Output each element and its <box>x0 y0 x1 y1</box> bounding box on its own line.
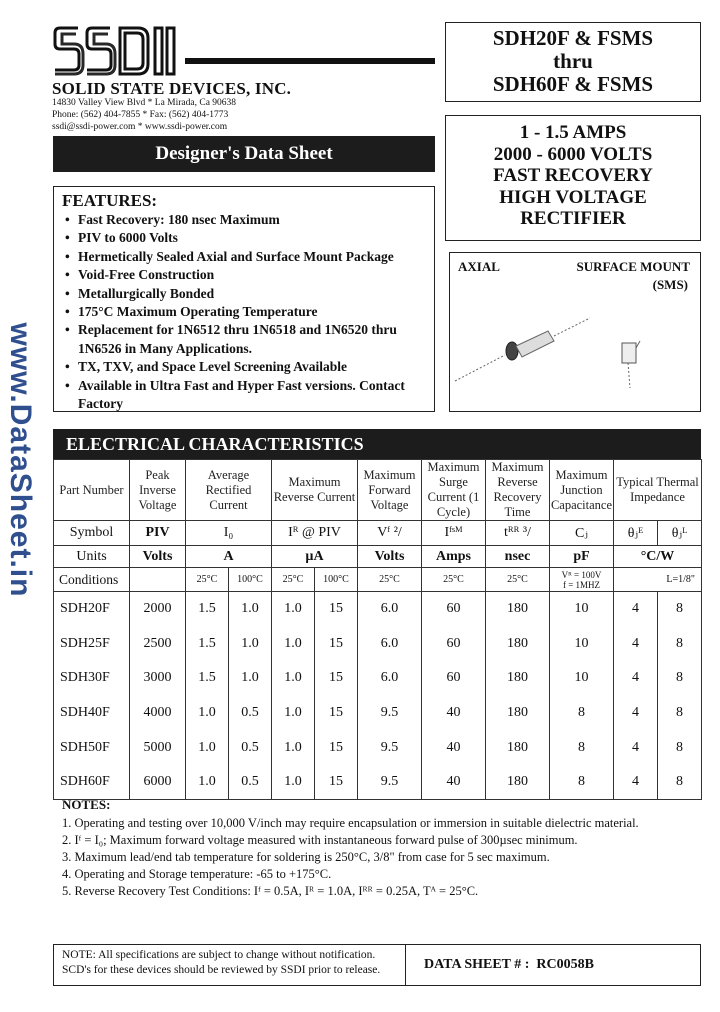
table-value: 1.0 <box>228 592 271 626</box>
table-header-row <box>54 460 702 521</box>
table-value: 1.5 <box>198 601 216 617</box>
table-value: 1.0 <box>198 739 216 755</box>
feature-item: • Fast Recovery: 180 nsec Maximum <box>62 211 426 229</box>
ssdi-logo <box>52 22 180 76</box>
table-value: 1.0 <box>228 661 271 696</box>
table-value: 1.0 <box>284 670 302 686</box>
table-cell: 60 <box>422 592 486 627</box>
datasheet-code: RC0058B <box>536 957 594 972</box>
package-smt-label: SURFACE MOUNT <box>576 259 690 274</box>
table-value: 1.0 <box>228 626 271 661</box>
condition-cell: L=1/8" <box>614 568 702 592</box>
condition-value: 100°C <box>314 568 357 591</box>
table-row <box>54 592 702 627</box>
feature-item: • Metallurgically Bonded <box>62 285 426 303</box>
table-cell <box>272 696 358 731</box>
table-cell: 9.5 <box>358 696 422 731</box>
table-row <box>54 661 702 696</box>
symbol-row <box>54 521 702 546</box>
header-cell: Maximum Forward Voltage <box>358 460 422 521</box>
feature-item: • Hermetically Sealed Axial and Surface Mount Package <box>62 248 426 266</box>
table-row <box>54 626 702 661</box>
table-cell: 8 <box>550 730 614 765</box>
table-value: 0.5 <box>228 765 271 799</box>
table-value: 4 <box>632 739 639 755</box>
electrical-characteristics-banner: ELECTRICAL CHARACTERISTICS <box>53 429 701 459</box>
table-cell: 180 <box>486 765 550 800</box>
part-line-2: thru <box>553 49 593 73</box>
table-cell: 180 <box>486 661 550 696</box>
table-cell: 10 <box>550 626 614 661</box>
symbol-cell: I₀ <box>186 521 272 546</box>
feature-item: • Available in Ultra Fast and Hyper Fast versions. Contact Factory <box>62 377 426 414</box>
table-value: 15 <box>314 661 357 696</box>
spec-line: HIGH VOLTAGE <box>499 186 647 208</box>
footer-note-line: SCD's for these devices should be reviewed by SSDI prior to release. <box>62 964 381 976</box>
unit-cell: °C/W <box>614 546 702 568</box>
table-cell: 10 <box>550 661 614 696</box>
table-cell: 6.0 <box>358 661 422 696</box>
note-item: 2. Iᶠ = I₀; Maximum forward voltage measured with instantaneous forward pulse of 300µsec minimum. <box>62 833 578 847</box>
datasheet-label: DATA SHEET # : <box>424 957 530 972</box>
table-value: 1.0 <box>198 704 216 720</box>
part-number-cell: SDH50F <box>54 730 130 765</box>
table-cell <box>272 730 358 765</box>
part-number-cell: SDH20F <box>54 592 130 627</box>
table-cell <box>186 696 272 731</box>
part-line-3: SDH60F & FSMS <box>492 72 654 96</box>
note-item: 4. Operating and Storage temperature: -65 to +175°C. <box>62 867 332 881</box>
feature-item: • Void-Free Construction <box>62 266 426 284</box>
row-label: Units <box>54 546 130 568</box>
table-row <box>54 730 702 765</box>
table-cell <box>272 626 358 661</box>
table-cell: 9.5 <box>358 730 422 765</box>
table-cell <box>186 661 272 696</box>
table-value: 8 <box>657 592 701 626</box>
part-number-cell: SDH40F <box>54 696 130 731</box>
table-value: 8 <box>657 765 701 799</box>
condition-cell <box>272 568 358 592</box>
company-web: ssdi@ssdi-power.com * www.ssdi-power.com <box>52 122 228 132</box>
symbol-cell <box>614 521 702 546</box>
table-value: 0.5 <box>228 696 271 731</box>
header-cell: Maximum Reverse Recovery Time <box>486 460 550 521</box>
footer-note-line: NOTE: All specifications are subject to change without notification. <box>62 949 376 961</box>
table-cell <box>614 592 702 627</box>
table-value: 4 <box>632 601 639 617</box>
row-label: Conditions <box>54 568 130 592</box>
note-item: 3. Maximum lead/end tab temperature for soldering is 250°C, 3/8" from case for 5 sec maximum. <box>62 850 550 864</box>
table-value: 4 <box>632 704 639 720</box>
theta-jl-symbol: θⱼᴸ <box>657 521 701 545</box>
footer-note <box>54 945 406 985</box>
table-cell: 6.0 <box>358 592 422 627</box>
spec-line: 2000 - 6000 VOLTS <box>493 143 653 165</box>
table-cell: 2000 <box>130 592 186 627</box>
part-number-cell: SDH60F <box>54 765 130 800</box>
table-cell: 180 <box>486 592 550 627</box>
spec-summary-box <box>445 115 701 241</box>
axial-body-end <box>506 342 518 360</box>
table-cell: 10 <box>550 592 614 627</box>
table-cell: 3000 <box>130 661 186 696</box>
table-cell <box>272 765 358 800</box>
part-line-1: SDH20F & FSMS <box>492 26 654 50</box>
header-cell: Maximum Surge Current (1 Cycle) <box>422 460 486 521</box>
condition-value: 25°C <box>196 574 218 585</box>
symbol-cell: Iᶠˢᴹ <box>422 521 486 546</box>
symbol-cell: Iᴿ @ PIV <box>272 521 358 546</box>
table-value: 15 <box>314 592 357 626</box>
table-value: 4 <box>632 774 639 790</box>
smt-body <box>622 343 636 363</box>
spec-line: RECTIFIER <box>520 208 626 229</box>
table-value: 4 <box>632 635 639 651</box>
smt-lead <box>628 363 630 388</box>
company-name: SOLID STATE DEVICES, INC. <box>52 79 292 98</box>
electrical-characteristics-table <box>53 459 702 800</box>
table-cell: 8 <box>550 765 614 800</box>
axial-body <box>516 331 554 357</box>
notes-title: NOTES: <box>62 797 111 812</box>
table-cell <box>186 626 272 661</box>
condition-value: 100°C <box>228 568 271 591</box>
package-sms-label: (SMS) <box>652 277 688 292</box>
logo-rule <box>185 58 435 64</box>
feature-item: • 175°C Maximum Operating Temperature <box>62 303 426 321</box>
table-cell <box>186 730 272 765</box>
table-value: 1.5 <box>198 670 216 686</box>
condition-cell <box>186 568 272 592</box>
symbol-cell: tᴿᴿ ³/ <box>486 521 550 546</box>
condition-cell: 25°C <box>422 568 486 592</box>
table-cell: 6.0 <box>358 626 422 661</box>
table-cell: 2500 <box>130 626 186 661</box>
table-cell <box>186 592 272 627</box>
table-cell <box>614 765 702 800</box>
table-cell: 180 <box>486 696 550 731</box>
table-value: 1.0 <box>284 774 302 790</box>
theta-je-symbol: θⱼᴱ <box>627 525 644 541</box>
unit-cell: µA <box>272 546 358 568</box>
table-value: 8 <box>657 661 701 696</box>
part-number-cell: SDH30F <box>54 661 130 696</box>
table-value: 4 <box>632 670 639 686</box>
features-list <box>62 211 426 413</box>
table-cell: 180 <box>486 626 550 661</box>
spec-line: 1 - 1.5 AMPS <box>519 122 627 143</box>
table-value: 8 <box>657 696 701 731</box>
row-label: Symbol <box>54 521 130 546</box>
table-cell <box>614 626 702 661</box>
unit-cell: Volts <box>358 546 422 568</box>
table-cell <box>614 661 702 696</box>
table-value: 1.0 <box>284 635 302 651</box>
features-title: FEATURES: <box>62 191 158 210</box>
company-address: 14830 Valley View Blvd * La Mirada, Ca 90638 <box>52 98 237 108</box>
header-cell: Part Number <box>54 460 130 521</box>
condition-cell <box>550 568 614 592</box>
units-row <box>54 546 702 568</box>
company-phone-fax: Phone: (562) 404-7855 * Fax: (562) 404-1773 <box>52 110 229 120</box>
watermark <box>0 300 40 620</box>
condition-cell <box>130 568 186 592</box>
header-cell: Typical Thermal Impedance <box>614 460 702 521</box>
datasheet-number <box>424 957 594 973</box>
part-number-box <box>445 22 701 102</box>
unit-cell: Volts <box>130 546 186 568</box>
table-value: 1.5 <box>198 635 216 651</box>
table-cell: 40 <box>422 696 486 731</box>
axial-lead-right <box>554 318 590 336</box>
smt-cap <box>636 341 640 348</box>
table-cell <box>272 661 358 696</box>
header-cell: Maximum Reverse Current <box>272 460 358 521</box>
package-axial-label: AXIAL <box>458 259 500 274</box>
unit-cell: Amps <box>422 546 486 568</box>
table-cell: 4000 <box>130 696 186 731</box>
table-value: 15 <box>314 626 357 661</box>
table-value: 0.5 <box>228 730 271 765</box>
table-cell: 180 <box>486 730 550 765</box>
conditions-row <box>54 568 702 592</box>
package-drawing <box>450 293 700 403</box>
note-item: 5. Reverse Recovery Test Conditions: Iᶠ = 0.5A, Iᴿ = 1.0A, Iᴿᴿ = 0.25A, Tᴬ = 25°C. <box>62 884 479 898</box>
table-cell: 40 <box>422 730 486 765</box>
table-value: 15 <box>314 765 357 799</box>
header-cell: Maximum Junction Capacitance <box>550 460 614 521</box>
feature-item: • Replacement for 1N6512 thru 1N6518 and 1N6520 thru 1N6526 in Many Applications. <box>62 321 426 358</box>
symbol-cell: Vᶠ ²/ <box>358 521 422 546</box>
designers-data-sheet-banner: Designer's Data Sheet <box>53 136 435 172</box>
condition-cell: 25°C <box>486 568 550 592</box>
table-value: 15 <box>314 696 357 731</box>
unit-cell: pF <box>550 546 614 568</box>
unit-cell: A <box>186 546 272 568</box>
watermark-text: www.DataSheet.in <box>4 322 37 598</box>
part-number-cell: SDH25F <box>54 626 130 661</box>
condition-cell: 25°C <box>358 568 422 592</box>
header-cell: Peak Inverse Voltage <box>130 460 186 521</box>
symbol-cell: Cⱼ <box>550 521 614 546</box>
note-item: 1. Operating and testing over 10,000 V/inch may require encapsulation or immersion in suitable dielectric material. <box>62 816 639 830</box>
table-cell: 6000 <box>130 765 186 800</box>
table-value: 1.0 <box>284 739 302 755</box>
table-value: 8 <box>657 626 701 661</box>
axial-lead-left <box>455 355 505 381</box>
features-box <box>53 186 435 412</box>
table-cell: 8 <box>550 696 614 731</box>
table-value: 1.0 <box>198 774 216 790</box>
footer-box <box>53 944 701 986</box>
feature-item: • TX, TXV, and Space Level Screening Available <box>62 358 426 376</box>
table-cell <box>614 696 702 731</box>
table-cell: 40 <box>422 765 486 800</box>
table-cell: 60 <box>422 626 486 661</box>
table-cell <box>614 730 702 765</box>
table-cell: 60 <box>422 661 486 696</box>
table-cell <box>272 592 358 627</box>
condition-value: f = 1MHZ <box>562 579 601 590</box>
table-cell: 9.5 <box>358 765 422 800</box>
condition-value: Vᴿ = 100V <box>561 569 602 580</box>
table-value: 1.0 <box>284 704 302 720</box>
header-cell: Average Rectified Current <box>186 460 272 521</box>
table-row <box>54 696 702 731</box>
table-value: 1.0 <box>284 601 302 617</box>
spec-line: FAST RECOVERY <box>493 165 653 186</box>
table-value: 15 <box>314 730 357 765</box>
table-cell <box>186 765 272 800</box>
table-value: 8 <box>657 730 701 765</box>
feature-item: • PIV to 6000 Volts <box>62 229 426 247</box>
unit-cell: nsec <box>486 546 550 568</box>
data-rows <box>54 592 702 800</box>
condition-value: 25°C <box>282 574 304 585</box>
symbol-cell: PIV <box>130 521 186 546</box>
table-row <box>54 765 702 800</box>
table-cell: 5000 <box>130 730 186 765</box>
package-box <box>449 252 701 412</box>
